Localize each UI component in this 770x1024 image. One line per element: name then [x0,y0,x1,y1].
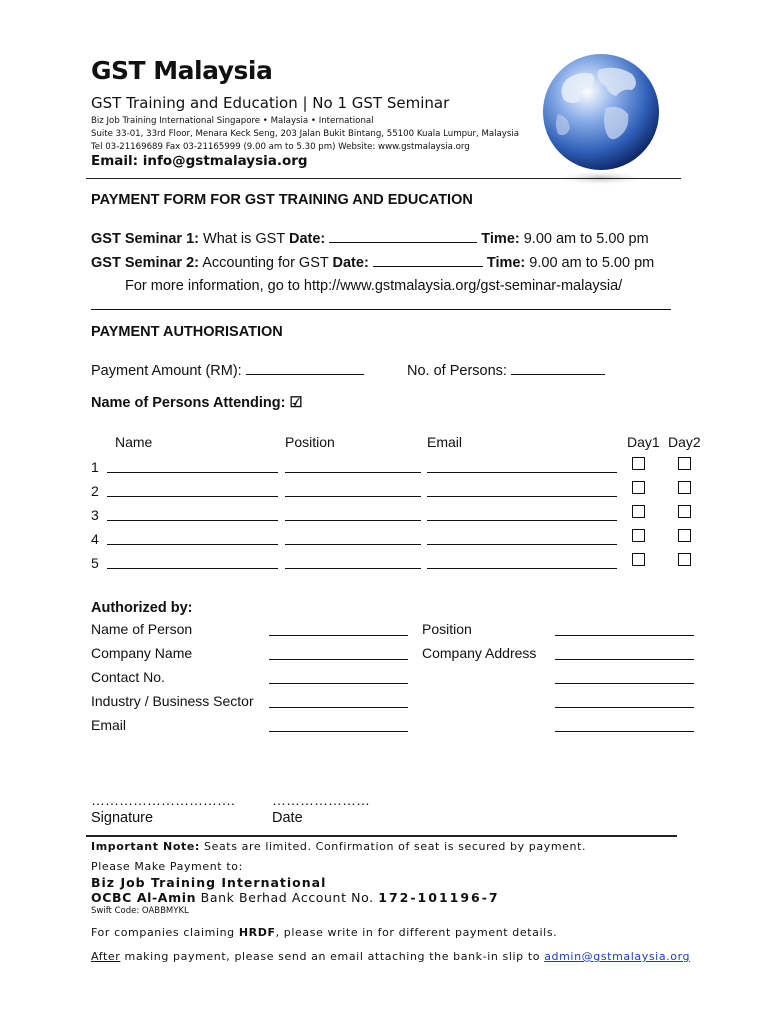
admin-email-link[interactable]: admin@gstmalaysia.org [544,950,691,963]
bank-details [91,890,500,905]
persons-count-label: No. of Persons: [407,363,511,379]
seminar-2-row [91,252,654,271]
separator-line [91,309,671,310]
hrdf-label: HRDF [238,926,276,939]
attendee-position-field[interactable] [285,496,421,497]
seminar-2-time-label: Time: [486,255,526,271]
day1-checkbox[interactable] [632,481,645,494]
day1-checkbox[interactable] [632,529,645,542]
col-position: Position [285,434,335,450]
swift-code: Swift Code: OABBMYKL [91,906,189,916]
persons-count [407,360,605,379]
attendee-email-field[interactable] [427,496,617,497]
day2-checkbox[interactable] [678,481,691,494]
page-title: GST Malaysia [91,56,273,85]
seminar-1-time: 9.00 am to 5.00 pm [519,231,649,247]
attendee-position-field[interactable] [285,472,421,473]
signature-field[interactable]: …………………………. [91,792,235,808]
company-address-label: Company Address [422,645,537,661]
day2-checkbox[interactable] [678,529,691,542]
day1-checkbox[interactable] [632,505,645,518]
company-name-field[interactable] [269,659,408,660]
payment-amount-field[interactable] [246,360,364,375]
attendee-name-field[interactable] [107,520,278,521]
attendee-name-field[interactable] [107,568,278,569]
industry-field[interactable] [269,707,408,708]
day2-checkbox[interactable] [678,457,691,470]
attendee-email-field[interactable] [427,520,617,521]
company-address-field-3[interactable] [555,707,694,708]
payment-amount [91,360,364,379]
company-line: Biz Job Training International Singapore • Malaysia • International [91,116,374,126]
col-name: Name [115,434,153,450]
bank-name: OCBC Al-Amin [91,890,197,905]
col-day2: Day2 [668,434,701,450]
industry-label: Industry / Business Sector [91,693,254,709]
seminar-1-date-label: Date: [288,231,326,247]
seminar-2-label: GST Seminar 2: [91,255,199,271]
footer-divider [86,835,677,837]
position-field[interactable] [555,635,694,636]
date-field[interactable]: ………………… [272,792,370,808]
more-info: For more information, go to http://www.gstmalaysia.org/gst-seminar-malaysia/ [125,278,623,294]
col-email: Email [427,434,463,450]
hrdf-pre: For companies claiming [91,926,239,939]
payment-amount-label: Payment Amount (RM): [91,363,246,379]
after-word: After [91,950,121,963]
email-label: Email [91,717,127,733]
attendee-name-field[interactable] [107,496,278,497]
address-line: Suite 33-01, 33rd Floor, Menara Keck Seng, 203 Jalan Bukit Bintang, 55100 Kuala Lumpur, Malaysia [91,129,520,139]
attendee-email-field[interactable] [427,544,617,545]
seminar-2-date-field[interactable] [373,252,483,267]
name-of-person-field[interactable] [269,635,408,636]
attending-heading: Name of Persons Attending: ☑ [91,395,303,411]
day2-checkbox[interactable] [678,553,691,566]
signature-label: Signature [91,810,154,826]
seminar-1-date-field[interactable] [329,228,477,243]
seminar-1-label: GST Seminar 1: [91,231,199,247]
header-divider [86,178,681,179]
position-label: Position [422,621,472,637]
header-email: Email: info@gstmalaysia.org [91,153,308,169]
bank-text: Bank Berhad Account No. [196,890,379,905]
attendee-position-field[interactable] [285,520,421,521]
hrdf-post: , please write in for different payment details. [275,926,558,939]
attendee-position-field[interactable] [285,568,421,569]
col-day1: Day1 [627,434,660,450]
seminar-2-date-label: Date: [332,255,369,271]
name-of-person-label: Name of Person [91,621,193,637]
seminar-2-time: 9.00 am to 5.00 pm [525,255,655,271]
email-field[interactable] [269,731,408,732]
seminar-1-topic: What is GST [198,231,289,247]
day1-checkbox[interactable] [632,457,645,470]
day1-checkbox[interactable] [632,553,645,566]
important-note [91,840,586,853]
seminar-1-row [91,228,649,247]
seminar-2-topic: Accounting for GST [198,255,333,271]
contact-line: Tel 03-21169689 Fax 03-21165999 (9.00 am to 5.30 pm) Website: www.gstmalaysia.org [91,142,470,152]
authorized-heading: Authorized by: [91,600,193,616]
attendee-email-field[interactable] [427,472,617,473]
after-payment-note [91,950,690,963]
contact-no-label: Contact No. [91,669,165,685]
globe-logo-icon [536,50,666,190]
important-label: Important Note: [91,840,200,853]
contact-no-field[interactable] [269,683,408,684]
attendee-name-field[interactable] [107,544,278,545]
date-label: Date [272,810,303,826]
persons-count-field[interactable] [511,360,605,375]
company-address-field-4[interactable] [555,731,694,732]
row-number: 1 [91,459,99,475]
account-number: 172-101196-7 [378,890,500,905]
row-number: 2 [91,483,99,499]
make-payment-text: Please Make Payment to: [91,860,243,873]
authorisation-heading: PAYMENT AUTHORISATION [91,324,283,340]
seminar-1-time-label: Time: [481,231,520,247]
company-name-label: Company Name [91,645,193,661]
hrdf-note [91,926,557,939]
form-heading: PAYMENT FORM FOR GST TRAINING AND EDUCATION [91,192,473,208]
company-address-field[interactable] [555,659,694,660]
attendee-email-field[interactable] [427,568,617,569]
after-text: making payment, please send an email attaching the bank-in slip to [120,950,545,963]
row-number: 4 [91,531,99,547]
row-number: 3 [91,507,99,523]
day2-checkbox[interactable] [678,505,691,518]
attendee-position-field[interactable] [285,544,421,545]
row-number: 5 [91,555,99,571]
subtitle: GST Training and Education | No 1 GST Seminar [91,94,450,112]
company-payee: Biz Job Training International [91,875,327,890]
important-text: Seats are limited. Confirmation of seat is secured by payment. [199,840,587,853]
company-address-field-2[interactable] [555,683,694,684]
attendee-name-field[interactable] [107,472,278,473]
